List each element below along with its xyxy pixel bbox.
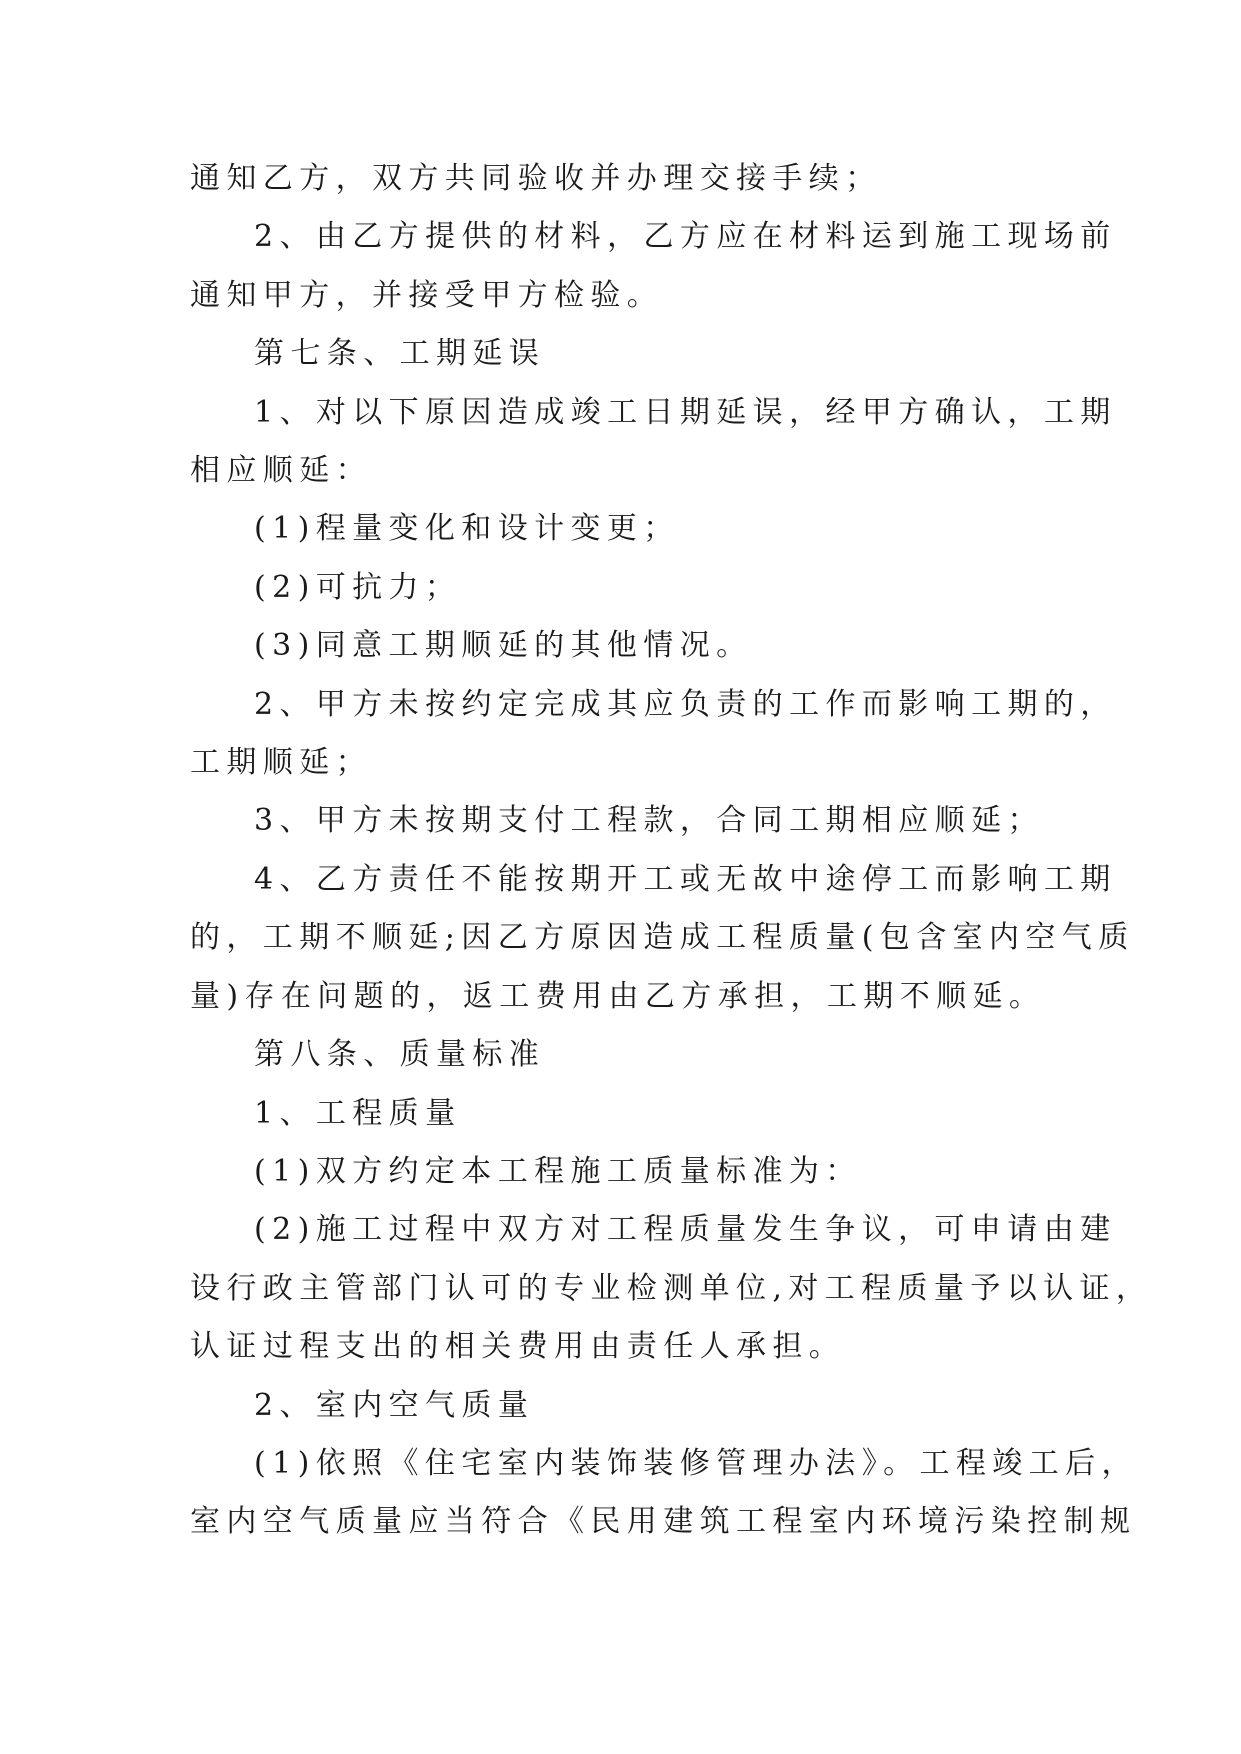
line-8: (2)可抗力； bbox=[254, 569, 462, 605]
line-7: (1)程量变化和设计变更； bbox=[254, 511, 680, 547]
line-20: 设行政主管部门认可的专业检测单位,对工程质量予以认证， bbox=[190, 1270, 1153, 1306]
line-10: 2、甲方未按约定完成其应负责的工作而影响工期的， bbox=[254, 686, 1117, 722]
line-21: 认证过程支出的相关费用由责任人承担。 bbox=[190, 1329, 846, 1365]
line-13: 4、乙方责任不能按期开工或无故中途停工而影响工期 bbox=[254, 861, 1117, 897]
line-23: (1)依照《住宅室内装饰装修管理办法》。工程竣工后， bbox=[254, 1445, 1138, 1481]
document-body bbox=[190, 150, 1153, 1552]
line-1: 通知乙方，双方共同验收并办理交接手续； bbox=[190, 161, 882, 196]
section-8-heading: 第八条、质量标准 bbox=[254, 1037, 546, 1073]
line-22: 2、室内空气质量 bbox=[254, 1387, 535, 1423]
line-14: 的，工期不顺延;因乙方原因造成工程质量(包含室内空气质 bbox=[190, 920, 1135, 956]
line-15: 量)存在问题的，返工费用由乙方承担，工期不顺延。 bbox=[190, 978, 1046, 1014]
line-12: 3、甲方未按期支付工程款，合同工期相应顺延； bbox=[254, 803, 1044, 839]
line-9: (3)同意工期顺延的其他情况。 bbox=[254, 628, 753, 664]
line-6: 相应顺延： bbox=[190, 453, 372, 489]
line-5: 1、对以下原因造成竣工日期延误，经甲方确认，工期 bbox=[254, 394, 1117, 430]
line-18: (1)双方约定本工程施工质量标准为： bbox=[254, 1153, 862, 1189]
line-3: 通知甲方，并接受甲方检验。 bbox=[190, 277, 664, 313]
section-7-heading: 第七条、工期延误 bbox=[254, 336, 546, 372]
line-2: 2、由乙方提供的材料，乙方应在材料运到施工现场前 bbox=[254, 219, 1117, 255]
line-19: (2)施工过程中双方对工程质量发生争议，可申请由建 bbox=[254, 1212, 1117, 1248]
line-11: 工期顺延； bbox=[190, 745, 372, 781]
line-24: 室内空气质量应当符合《民用建筑工程室内环境污染控制规 bbox=[190, 1504, 1137, 1540]
line-17: 1、工程质量 bbox=[254, 1095, 462, 1131]
